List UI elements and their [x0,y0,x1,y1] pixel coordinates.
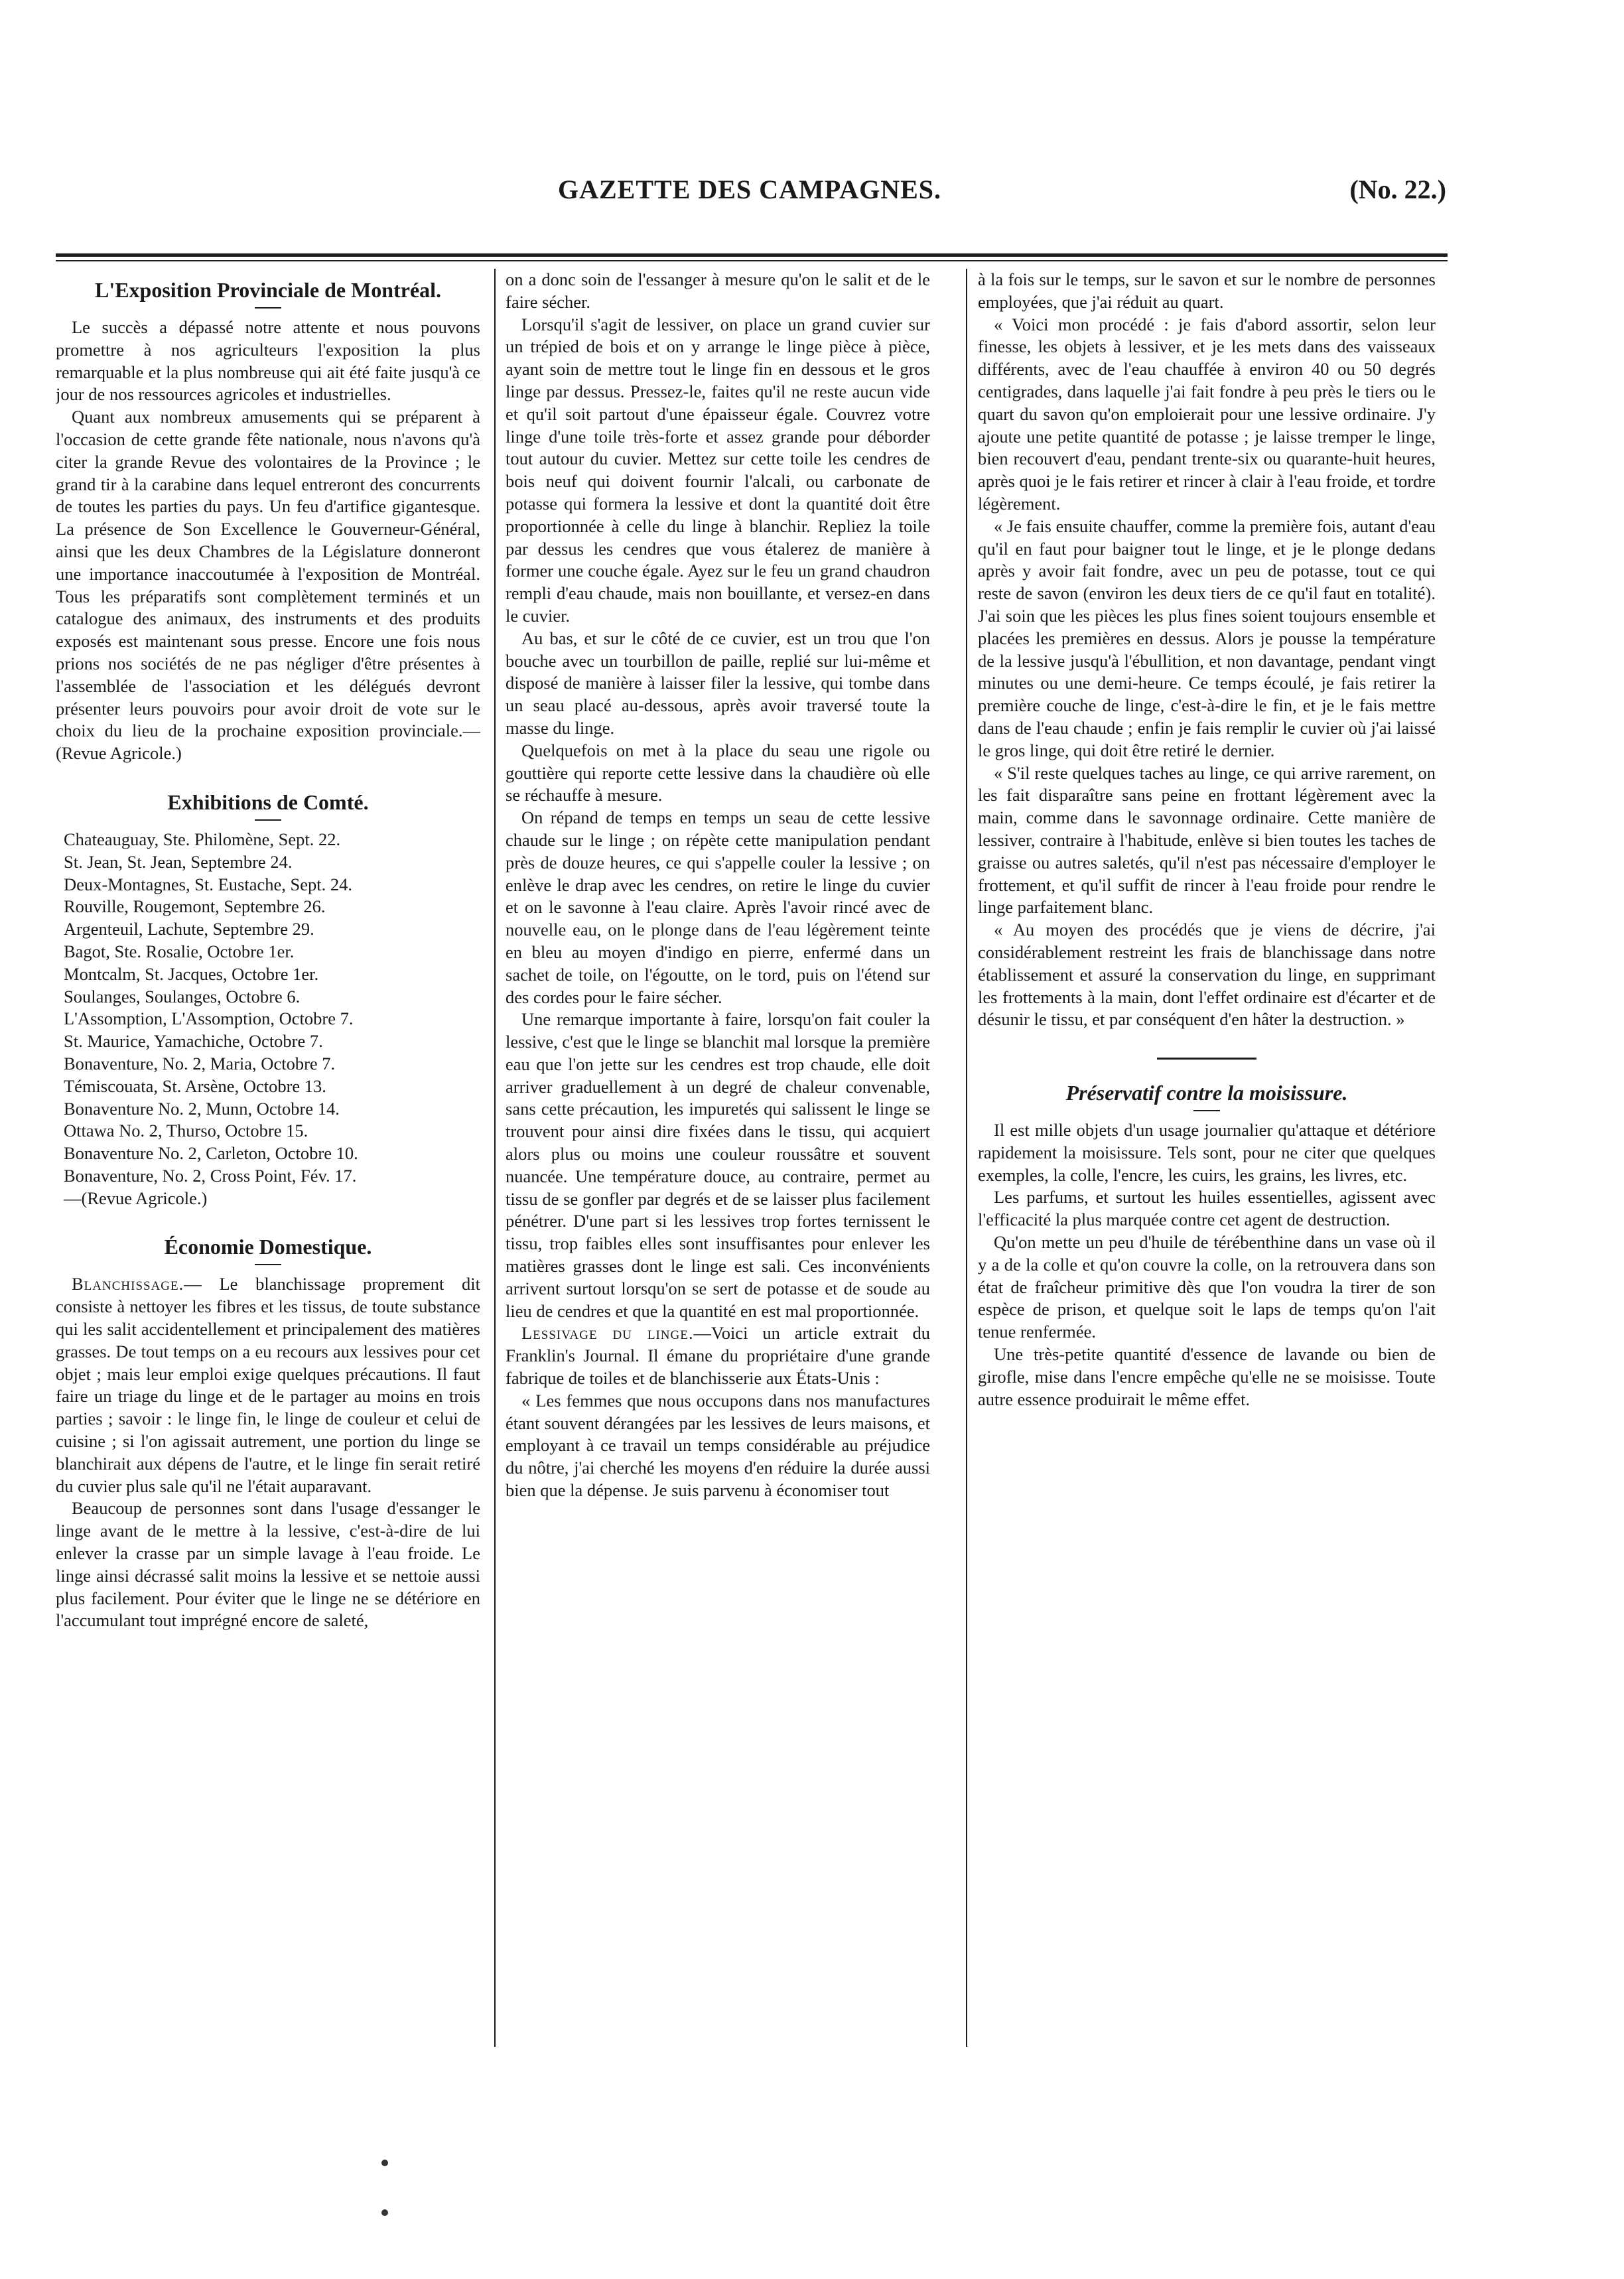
paragraph: « Je fais ensuite chauffer, comme la première fois, autant d'eau qu'il en faut pour baigner tout le linge, et je le plonge dedans après y avoir fait fondre, avec un peu de potasse, tout ce qui reste de savon (environ les deux tiers de ce qu'il faut en totalité). J'ai soin que les pièces les plus fines soient toujours ensemble et placées les premières en dessus. Alors je pousse la température de la lessive jusqu'à l'ébullition, et non davantage, pendant vingt minutes ou une demi-heure. Ce temps écoulé, je fais retirer la première couche de linge, c'est-à-dire le fin, et je le fais mettre dans de l'eau chaude ; enfin je fais remplir le cuvier où j'ai laissé le gros linge, qui doit être retiré le dernier. [978,516,1436,760]
column-1 [56,269,480,2047]
column-divider-2 [966,269,967,2047]
run-in-heading: Lessivage du linge. [521,1323,694,1344]
list-item: —(Revue Agricole.) [64,1188,208,1208]
newspaper-title: GAZETTE DES CAMPAGNES. [557,174,941,204]
paragraph: Les parfums, et surtout les huiles essentielles, agissent avec l'efficacité la plus marquée contre cet agent de destruction. [978,1187,1436,1230]
list-item: Montcalm, St. Jacques, Octobre 1er. [64,963,319,984]
paragraph: Lorsqu'il s'agit de lessiver, on place un grand cuvier sur un trépied de bois et on y arrange le linge pièce à pièce, ayant soin de mettre tout le linge fin en dessous et le gros linge par dessus. Pressez-le, faites qu'il ne reste aucun vide et qu'il soit partout d'une épaisseur égale. Couvrez votre linge d'une toile très-forte et assez grande pour déborder tout autour du cuvier. Mettez sur cette toile les cendres de bois neuf qui doivent fournir l'alcali, ou carbonate de potasse qui formera la lessive et dont la quantité doit être proportionnée à celle du linge à blanchir. Repliez la toile par dessus les cendres que vous étalerez de manière à former une couche égale. Ayez sur le feu un grand chaudron rempli d'eau chaude, mais non bouillante, et versez-en dans le cuvier. [506,314,930,626]
paragraph: Quant aux nombreux amusements qui se préparent à l'occasion de cette grande fête nationale, nous n'avons qu'à citer la grande Revue des volontaires de la Province ; le grand tir à la carabine dans lequel entreront des concurrents de toutes les parties du pays. Un feu d'artifice gigantesque. La présence de Son Excellence le Gouverneur-Général, ainsi que les deux Chambres de la Législature donneront une importance inaccoutumée à l'exposition de Montréal. Tous les préparatifs sont complètement terminés et un catalogue des animaux, des instruments et des produits exposés est maintenant sous presse. Encore une fois nous prions nos sociétés de ne pas négliger d'être présentes à l'assemblée de l'association et les délégués devront présenter leurs pouvoirs pour avoir droit de vote sur le choix du lieu de la prochaine exposition provinciale.—(Revue Agricole.) [56,407,480,764]
paragraph: On répand de temps en temps un seau de cette lessive chaude sur le linge ; on répète cette manipulation pendant près de douze heures, ce qui s'appelle couler la lessive ; on enlève le drap avec les cendres, on retire le linge du cuvier et on le savonne à l'eau claire. Après l'avoir rincé avec de nouvelle eau, on le plonge dans de l'eau légèrement teinte en bleu au moyen d'indigo en pierre, enfermé dans un sachet de toile, on l'égoutte, on le tord, puis on l'étend sur des cordes pour le faire sécher. [506,807,930,1007]
paragraph: à la fois sur le temps, sur le savon et sur le nombre de personnes employées, que j'ai réduit au quart. [978,269,1436,312]
paragraph: Beaucoup de personnes sont dans l'usage d'essanger le linge avant de le mettre à la lessive, c'est-à-dire de lui enlever la crasse par un simple lavage à l'eau froide. Le linge ainsi décrassé salit moins la lessive et se nettoie aussi plus facilement. Pour éviter que le linge ne se détériore en l'accumulant tout imprégné encore de saleté, [56,1498,480,1631]
printer-mark [381,2160,388,2166]
title-dash [255,819,281,821]
section-title-preservatif: Préservatif contre la moisissure. [1065,1081,1348,1105]
paragraph: Le succès a dépassé notre attente et nous pouvons promettre à nos agriculteurs l'exposition la plus remarquable et la plus nombreuse qui ait été faite jusqu'à ce jour de nos ressources agricoles et industrielles. [56,317,480,405]
paragraph: « Au moyen des procédés que je viens de décrire, j'ai considérablement restreint les frais de blanchissage dans notre établissement et assuré la conservation du linge, en supprimant les frottements à la main, dont l'effet ordinaire est d'écarter et de désunir le tissu, et par conséquent d'en hâter la destruction. » [978,920,1436,1030]
list-item: Deux-Montagnes, St. Eustache, Sept. 24. [64,874,352,894]
title-dash [255,307,281,309]
exhibition-list [56,829,480,1210]
paragraph: on a donc soin de l'essanger à mesure qu'on le salit et de le faire sécher. [506,269,930,312]
list-item: Soulanges, Soulanges, Octobre 6. [64,986,301,1006]
list-item: Ottawa No. 2, Thurso, Octobre 15. [64,1121,308,1141]
paragraph: « Voici mon procédé : je fais d'abord assortir, selon leur finesse, les objets à lessiver, et je les mets dans des vaisseaux différents, avec de l'eau chauffée à environ 40 ou 50 degrés centigrades, dans laquelle j'ai fait fondre à peu près le tiers ou le quart du savon qu'on emploierait pour une lessive ordinaire. J'y ajoute une petite quantité de potasse ; je laisse tremper le linge, bien recouvert d'eau, pendant trente-six ou quarante-huit heures, après quoi je le fais retirer et rincer à clair à l'eau froide, et tordre légèrement. [978,314,1436,514]
section-separator [1157,1058,1256,1060]
paragraph: « S'il reste quelques taches au linge, ce qui arrive rarement, on les fait disparaître sans peine en frottant légèrement avec la main, comme dans le savonnage ordinaire. Cette manière de lessiver, contraire à l'habitude, enlève si bien toutes les taches de graisse ou autres saletés, qu'il n'est pas nécessaire d'employer le frottement, et qu'il suffit de rincer à l'eau froide pour rendre le linge parfaitement blanc. [978,762,1436,918]
paragraph: Qu'on mette un peu d'huile de térébenthine dans un vase où il y a de la colle et qu'on couvre la colle, on la retrouvera dans son état de fraîcheur primitive dès que l'on voudra la tirer de son espèce de prison, et quelque soit le laps de temps qu'on l'ait tenue renfermée. [978,1232,1436,1342]
list-item: Rouville, Rougemont, Septembre 26. [64,896,326,917]
header-rule-thick [56,253,1448,257]
run-in-heading: Blanchissage. [72,1274,184,1294]
paragraph: Une remarque importante à faire, lorsqu'on fait couler la lessive, c'est que le linge se blanchit mal lorsque la première eau que l'on jette sur les cendres est trop chaude, elle doit arriver graduellement à un degré de chaleur convenable, sans cette précaution, les impuretés qui salissent le linge se trouvent pour ainsi dire fixées dans le tissu, qui acquiert alors plus ou moins une couleur roussâtre et souvent nuancée. Une température douce, au contraire, permet au tissu de se gonfler par degrés et de se laisser plus facilement pénétrer. D'une part si les lessives trop fortes ternissent le tissu, trop faibles elles sont insuffisantes pour enlever les matières grasses dont le linge est sali. Ces inconvénients arrivent surtout lorsqu'on se sert de potasse et de soude au lieu de cendres et que la quantité en est mal proportionnée. [506,1009,930,1321]
paragraph-text: — Le blanchissage proprement dit consiste à nettoyer les fibres et les tissus, de toute substance qui les salit accidentellement et principalement des matières grasses. De tout temps on a eu recours aux lessives pour cet objet ; mais leur emploi exige quelques précautions. Il faut faire un triage du linge et de le partager au moins en trois parties ; savoir : le linge fin, le linge de couleur et celui de cuisine ; si l'on agissait autrement, une portion du linge se blanchirait aux dépens de l'autre, et le linge fin serait retiré du cuvier plus sale qu'il ne l'était auparavant. [56,1274,480,1496]
list-item: Bonaventure, No. 2, Cross Point, Fév. 17. [64,1165,357,1186]
paragraph [56,1273,480,1497]
paragraph-text: —Voici un article extrait du Franklin's Journal. Il émane du propriétaire d'une grande fabrique de toiles et de blanchisserie aux États-Unis : [506,1323,930,1389]
list-item: Bonaventure, No. 2, Maria, Octobre 7. [64,1053,336,1073]
paragraph: Il est mille objets d'un usage journalier qu'attaque et détériore rapidement la moisissure. Tels sont, pour ne citer que quelques exemples, la colle, l'encre, les cuirs, les grains, les livres, etc. [978,1120,1436,1185]
column-2 [506,269,930,2047]
list-item: Témiscouata, St. Arsène, Octobre 13. [64,1075,326,1096]
paragraph: Quelquefois on met à la place du seau une rigole ou gouttière qui reporte cette lessive dans la chaudière où elle se réchauffe à mesure. [506,740,930,805]
section-title-economie: Économie Domestique. [164,1235,372,1259]
paragraph: Une très-petite quantité d'essence de lavande ou bien de girofle, mise dans l'encre empêche qu'elle ne se moisisse. Toute autre essence produirait le même effet. [978,1344,1436,1409]
list-item: St. Jean, St. Jean, Septembre 24. [64,851,293,872]
paragraph [506,1322,930,1389]
masthead [53,174,1446,214]
title-dash [1193,1110,1220,1111]
list-item: St. Maurice, Yamachiche, Octobre 7. [64,1031,323,1052]
section-title-exposition: L'Exposition Provinciale de Montréal. [94,278,442,302]
list-item: Bagot, Ste. Rosalie, Octobre 1er. [64,941,295,961]
printer-mark [381,2209,388,2216]
list-item: Bonaventure No. 2, Munn, Octobre 14. [64,1098,340,1119]
list-item: L'Assomption, L'Assomption, Octobre 7. [64,1008,354,1029]
list-item: Bonaventure No. 2, Carleton, Octobre 10. [64,1143,358,1164]
title-dash [255,1264,281,1265]
paragraph: Au bas, et sur le côté de ce cuvier, est un trou que l'on bouche avec un tourbillon de paille, replié sur lui-même et disposé de manière à laisser filer la lessive, qui tombe dans un seau placé au-dessous, après avoir traversé toute la masse du linge. [506,628,930,738]
header-rule-thin [56,260,1448,261]
column-3 [978,269,1436,2047]
column-divider-1 [494,269,496,2047]
list-item: Argenteuil, Lachute, Septembre 29. [64,919,314,939]
issue-number: (No. 22.) [1349,174,1446,204]
list-item: Chateauguay, Ste. Philomène, Sept. 22. [64,829,341,849]
section-title-exhibitions: Exhibitions de Comté. [167,790,369,814]
paragraph: « Les femmes que nous occupons dans nos manufactures étant souvent dérangées par les lessives de leurs maisons, et employant à ce travail un temps considérable au préjudice du nôtre, j'ai cherché les moyens d'en réduire la durée aussi bien que la dépense. Je suis parvenu à économiser tout [506,1390,930,1501]
